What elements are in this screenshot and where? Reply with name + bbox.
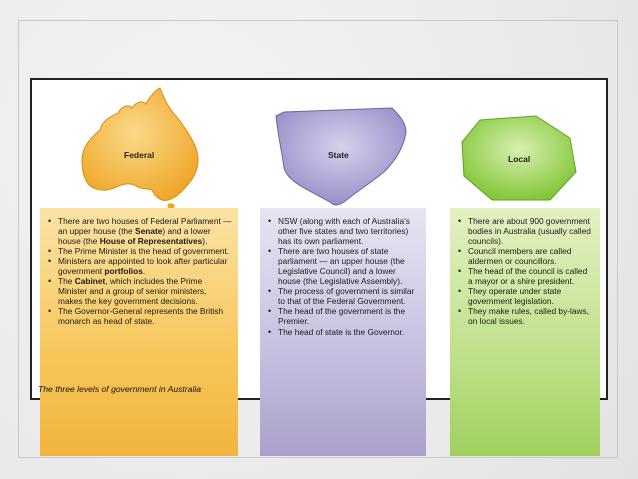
state-panel [260, 208, 426, 456]
bullet-text: The head of the council is called a mayor or a shire president. [468, 266, 588, 287]
bullet-term: Cabinet [74, 276, 106, 287]
local-bullet-list [458, 216, 594, 327]
bullet-item [48, 256, 232, 276]
bullet-text: The [58, 276, 75, 287]
bullet-text: The Prime Minister is the head of government. [58, 246, 230, 257]
bullet-text: Ministers are appointed to look after particular government [58, 256, 228, 277]
bullet-item [458, 216, 594, 246]
bullet-text: Council members are called aldermen or councillors. [468, 246, 572, 267]
state-label: State [328, 150, 349, 160]
bullet-item [48, 276, 232, 306]
federal-bullet-list [48, 216, 232, 327]
bullet-item [48, 306, 232, 326]
bullet-item [458, 306, 594, 326]
bullet-text: The head of the government is the Premier. [278, 306, 406, 327]
bullet-item [268, 286, 420, 306]
bullet-item [48, 216, 232, 246]
federal-label: Federal [124, 150, 155, 160]
government-levels-figure [30, 78, 608, 400]
local-panel [450, 208, 600, 456]
bullet-text: NSW (along with each of Australia's other five states and two territories) has its own parliament. [278, 216, 410, 247]
bullet-text: The head of state is the Governor. [278, 326, 405, 337]
bullet-text: , which includes the Prime Minister and a group of senior ministers, makes the key government decisions. [58, 276, 207, 307]
local-label: Local [508, 154, 531, 164]
bullet-item [268, 306, 420, 326]
figure-caption: The three levels of government in Australia [38, 384, 202, 394]
bullet-text: There are two houses of state parliament — an upper house (the Legislative Council) and a lower house (the Legislative Assembly). [278, 246, 405, 287]
bullet-term: Senate [135, 226, 163, 237]
bullet-text: The process of government is similar to that of the Federal Government. [278, 286, 415, 307]
bullet-text: There are about 900 government bodies in Australia (usually called councils). [468, 216, 591, 247]
bullet-text: . [142, 266, 146, 277]
australia-map-icon [72, 86, 204, 210]
bullet-text: The Governor-General represents the British monarch as head of state. [58, 306, 224, 327]
bullet-item [48, 246, 232, 256]
bullet-item [458, 246, 594, 266]
bullet-item [458, 266, 594, 286]
bullet-item [458, 286, 594, 306]
bullet-text: ) and a lower house (the [58, 226, 211, 247]
bullet-item [268, 216, 420, 246]
bullet-term: portfolios [104, 266, 143, 277]
bullet-item [268, 327, 420, 337]
bullet-text: ). [202, 236, 208, 247]
bullet-term: House of Representatives [99, 236, 203, 247]
bullet-text: There are two houses of Federal Parliament — an upper house (the [58, 216, 232, 237]
bullet-text: They operate under state government legislation. [468, 286, 562, 307]
state-bullet-list [268, 216, 420, 337]
bullet-text: They make rules, called by-laws, on local issues. [468, 306, 590, 327]
bullet-item [268, 246, 420, 286]
federal-panel [40, 208, 238, 456]
